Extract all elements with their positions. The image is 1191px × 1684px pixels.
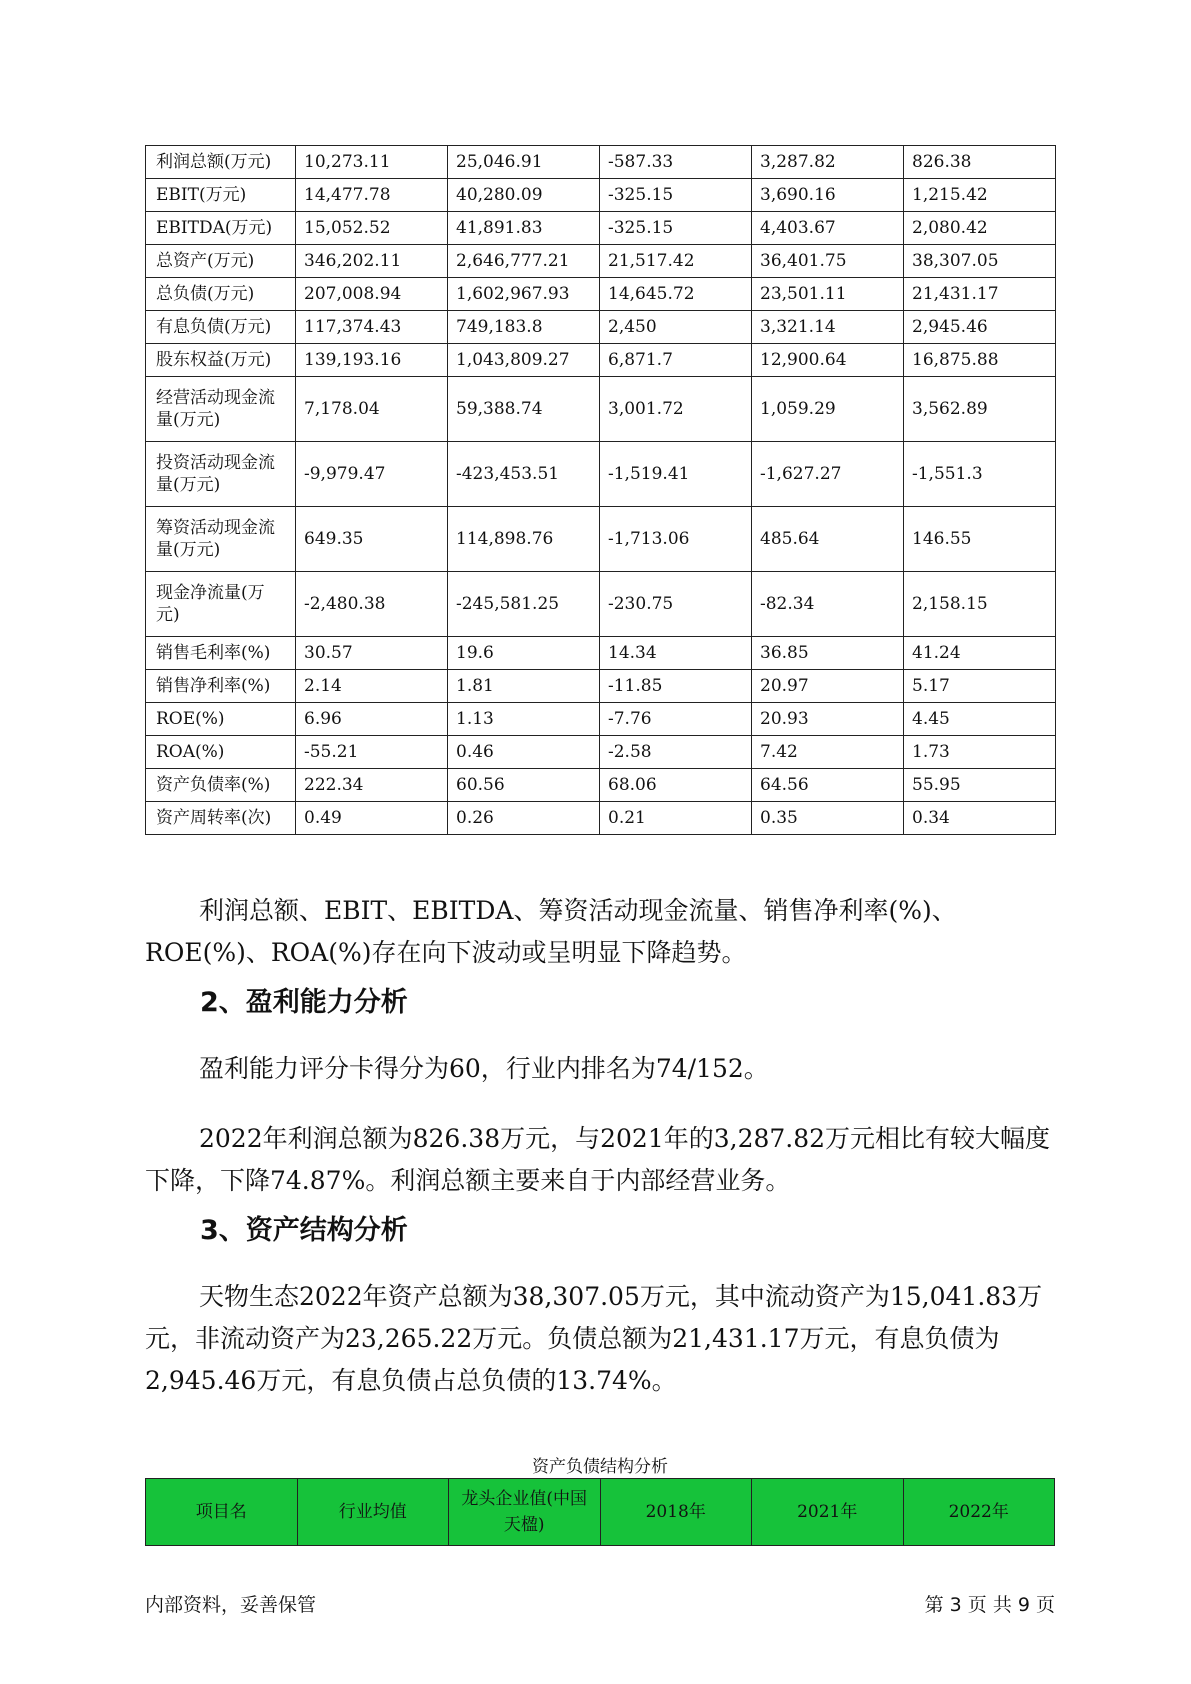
structure-header-cell: 2021年: [752, 1479, 904, 1546]
table-cell: 1,043,809.27: [448, 344, 600, 377]
table-cell: 6.96: [296, 703, 448, 736]
table-cell: -11.85: [600, 670, 752, 703]
table-cell: 2,080.42: [904, 212, 1056, 245]
table-cell: 30.57: [296, 637, 448, 670]
table-cell: -245,581.25: [448, 572, 600, 637]
table-cell: 2,158.15: [904, 572, 1056, 637]
table-row: [146, 146, 1056, 179]
table-cell: 114,898.76: [448, 507, 600, 572]
table-cell: 3,690.16: [752, 179, 904, 212]
table-cell: 41,891.83: [448, 212, 600, 245]
structure-header-cell: 2022年: [903, 1479, 1055, 1546]
table-cell: 4.45: [904, 703, 1056, 736]
table-cell: 146.55: [904, 507, 1056, 572]
table-cell: 0.46: [448, 736, 600, 769]
table-cell: 14,477.78: [296, 179, 448, 212]
structure-table-header-row: [146, 1479, 1055, 1546]
section-heading-profitability: 2、盈利能力分析: [200, 987, 408, 1018]
row-label: ROA(%): [146, 736, 296, 769]
row-label: 投资活动现金流量(万元): [146, 442, 296, 507]
structure-header-cell: 龙头企业值(中国天楹): [449, 1479, 601, 1546]
table-cell: 1,215.42: [904, 179, 1056, 212]
table-cell: 7,178.04: [296, 377, 448, 442]
footer-confidential-note: 内部资料，妥善保管: [145, 1594, 317, 1616]
table-cell: -1,713.06: [600, 507, 752, 572]
table-cell: 64.56: [752, 769, 904, 802]
table-row: [146, 278, 1056, 311]
table-cell: -7.76: [600, 703, 752, 736]
financial-metrics-body: [146, 146, 1056, 835]
table-cell: 2,945.46: [904, 311, 1056, 344]
table-row: [146, 507, 1056, 572]
row-label: 总负债(万元): [146, 278, 296, 311]
table-cell: 2,646,777.21: [448, 245, 600, 278]
table-cell: 1.73: [904, 736, 1056, 769]
row-label: ROE(%): [146, 703, 296, 736]
table-cell: 1,059.29: [752, 377, 904, 442]
row-label: 筹资活动现金流量(万元): [146, 507, 296, 572]
table-cell: 40,280.09: [448, 179, 600, 212]
row-label: 有息负债(万元): [146, 311, 296, 344]
table-cell: 55.95: [904, 769, 1056, 802]
table-cell: 3,001.72: [600, 377, 752, 442]
footer-page-number: 第 3 页 共 9 页: [924, 1594, 1055, 1616]
structure-header-cell: 行业均值: [297, 1479, 449, 1546]
table-row: [146, 245, 1056, 278]
table-cell: 12,900.64: [752, 344, 904, 377]
table-cell: 14.34: [600, 637, 752, 670]
row-label: 经营活动现金流量(万元): [146, 377, 296, 442]
table-cell: 6,871.7: [600, 344, 752, 377]
table-cell: 10,273.11: [296, 146, 448, 179]
table-cell: -55.21: [296, 736, 448, 769]
table-row: [146, 703, 1056, 736]
row-label: EBITDA(万元): [146, 212, 296, 245]
structure-header-cell: 项目名: [146, 1479, 298, 1546]
table-cell: 36.85: [752, 637, 904, 670]
table-cell: -1,519.41: [600, 442, 752, 507]
asset-liability-structure-table: [145, 1478, 1055, 1546]
table-cell: 25,046.91: [448, 146, 600, 179]
table-cell: 1.13: [448, 703, 600, 736]
table-row: [146, 802, 1056, 835]
table-cell: -423,453.51: [448, 442, 600, 507]
table-cell: 0.26: [448, 802, 600, 835]
row-label: 总资产(万元): [146, 245, 296, 278]
table-cell: -2.58: [600, 736, 752, 769]
table-cell: 749,183.8: [448, 311, 600, 344]
table-cell: -325.15: [600, 212, 752, 245]
table-cell: 15,052.52: [296, 212, 448, 245]
table-cell: -9,979.47: [296, 442, 448, 507]
table-cell: -2,480.38: [296, 572, 448, 637]
table-row: [146, 572, 1056, 637]
table-cell: 20.97: [752, 670, 904, 703]
table-cell: 4,403.67: [752, 212, 904, 245]
table-cell: 139,193.16: [296, 344, 448, 377]
table-cell: 1.81: [448, 670, 600, 703]
financial-metrics-table: [145, 145, 1056, 835]
row-label: 现金净流量(万元): [146, 572, 296, 637]
table-cell: 3,321.14: [752, 311, 904, 344]
table-row: [146, 670, 1056, 703]
row-label: 销售净利率(%): [146, 670, 296, 703]
row-label: 股东权益(万元): [146, 344, 296, 377]
table-cell: 0.49: [296, 802, 448, 835]
table-row: [146, 212, 1056, 245]
table-row: [146, 442, 1056, 507]
table-cell: 346,202.11: [296, 245, 448, 278]
table-row: [146, 769, 1056, 802]
table-cell: 38,307.05: [904, 245, 1056, 278]
table-cell: 0.35: [752, 802, 904, 835]
table-cell: -82.34: [752, 572, 904, 637]
profit-score-paragraph: 盈利能力评分卡得分为60，行业内排名为74/152。: [199, 1054, 769, 1083]
table-cell: 41.24: [904, 637, 1056, 670]
table-cell: 0.34: [904, 802, 1056, 835]
table-cell: 0.21: [600, 802, 752, 835]
table-cell: -1,551.3: [904, 442, 1056, 507]
table-cell: 485.64: [752, 507, 904, 572]
trend-paragraph: 利润总额、EBIT、EBITDA、筹资活动现金流量、销售净利率(%)、ROE(%)、ROA(%)存在向下波动或呈明显下降趋势。: [145, 896, 957, 967]
table-cell: 19.6: [448, 637, 600, 670]
table-cell: 60.56: [448, 769, 600, 802]
table-row: [146, 377, 1056, 442]
table-cell: -325.15: [600, 179, 752, 212]
table-cell: 14,645.72: [600, 278, 752, 311]
row-label: 资产负债率(%): [146, 769, 296, 802]
table-row: [146, 637, 1056, 670]
table-cell: 2,450: [600, 311, 752, 344]
row-label: 资产周转率(次): [146, 802, 296, 835]
table-cell: -1,627.27: [752, 442, 904, 507]
table-row: [146, 179, 1056, 212]
structure-table-caption: 资产负债结构分析: [532, 1457, 668, 1477]
table-cell: 21,431.17: [904, 278, 1056, 311]
table-cell: 23,501.11: [752, 278, 904, 311]
table-cell: -230.75: [600, 572, 752, 637]
table-cell: 649.35: [296, 507, 448, 572]
table-row: [146, 311, 1056, 344]
table-cell: 826.38: [904, 146, 1056, 179]
table-row: [146, 344, 1056, 377]
row-label: 利润总额(万元): [146, 146, 296, 179]
table-cell: 5.17: [904, 670, 1056, 703]
structure-header-cell: 2018年: [600, 1479, 752, 1546]
table-cell: 3,562.89: [904, 377, 1056, 442]
table-cell: 20.93: [752, 703, 904, 736]
section-heading-asset-structure: 3、资产结构分析: [200, 1215, 408, 1246]
asset-detail-paragraph: 天物生态2022年资产总额为38,307.05万元，其中流动资产为15,041.83万元，非流动资产为23,265.22万元。负债总额为21,431.17万元，有息负债为2,945.46万元，有息负债占总负债的13.74%。: [145, 1282, 1043, 1395]
table-cell: 222.34: [296, 769, 448, 802]
table-cell: 68.06: [600, 769, 752, 802]
profit-detail-paragraph: 2022年利润总额为826.38万元，与2021年的3,287.82万元相比有较大幅度下降，下降74.87%。利润总额主要来自于内部经营业务。: [145, 1124, 1051, 1195]
table-cell: 7.42: [752, 736, 904, 769]
table-cell: 36,401.75: [752, 245, 904, 278]
table-cell: 59,388.74: [448, 377, 600, 442]
table-cell: 3,287.82: [752, 146, 904, 179]
table-cell: 207,008.94: [296, 278, 448, 311]
table-cell: 16,875.88: [904, 344, 1056, 377]
row-label: 销售毛利率(%): [146, 637, 296, 670]
row-label: EBIT(万元): [146, 179, 296, 212]
table-row: [146, 736, 1056, 769]
table-cell: 21,517.42: [600, 245, 752, 278]
table-cell: -587.33: [600, 146, 752, 179]
table-cell: 117,374.43: [296, 311, 448, 344]
table-cell: 1,602,967.93: [448, 278, 600, 311]
table-cell: 2.14: [296, 670, 448, 703]
